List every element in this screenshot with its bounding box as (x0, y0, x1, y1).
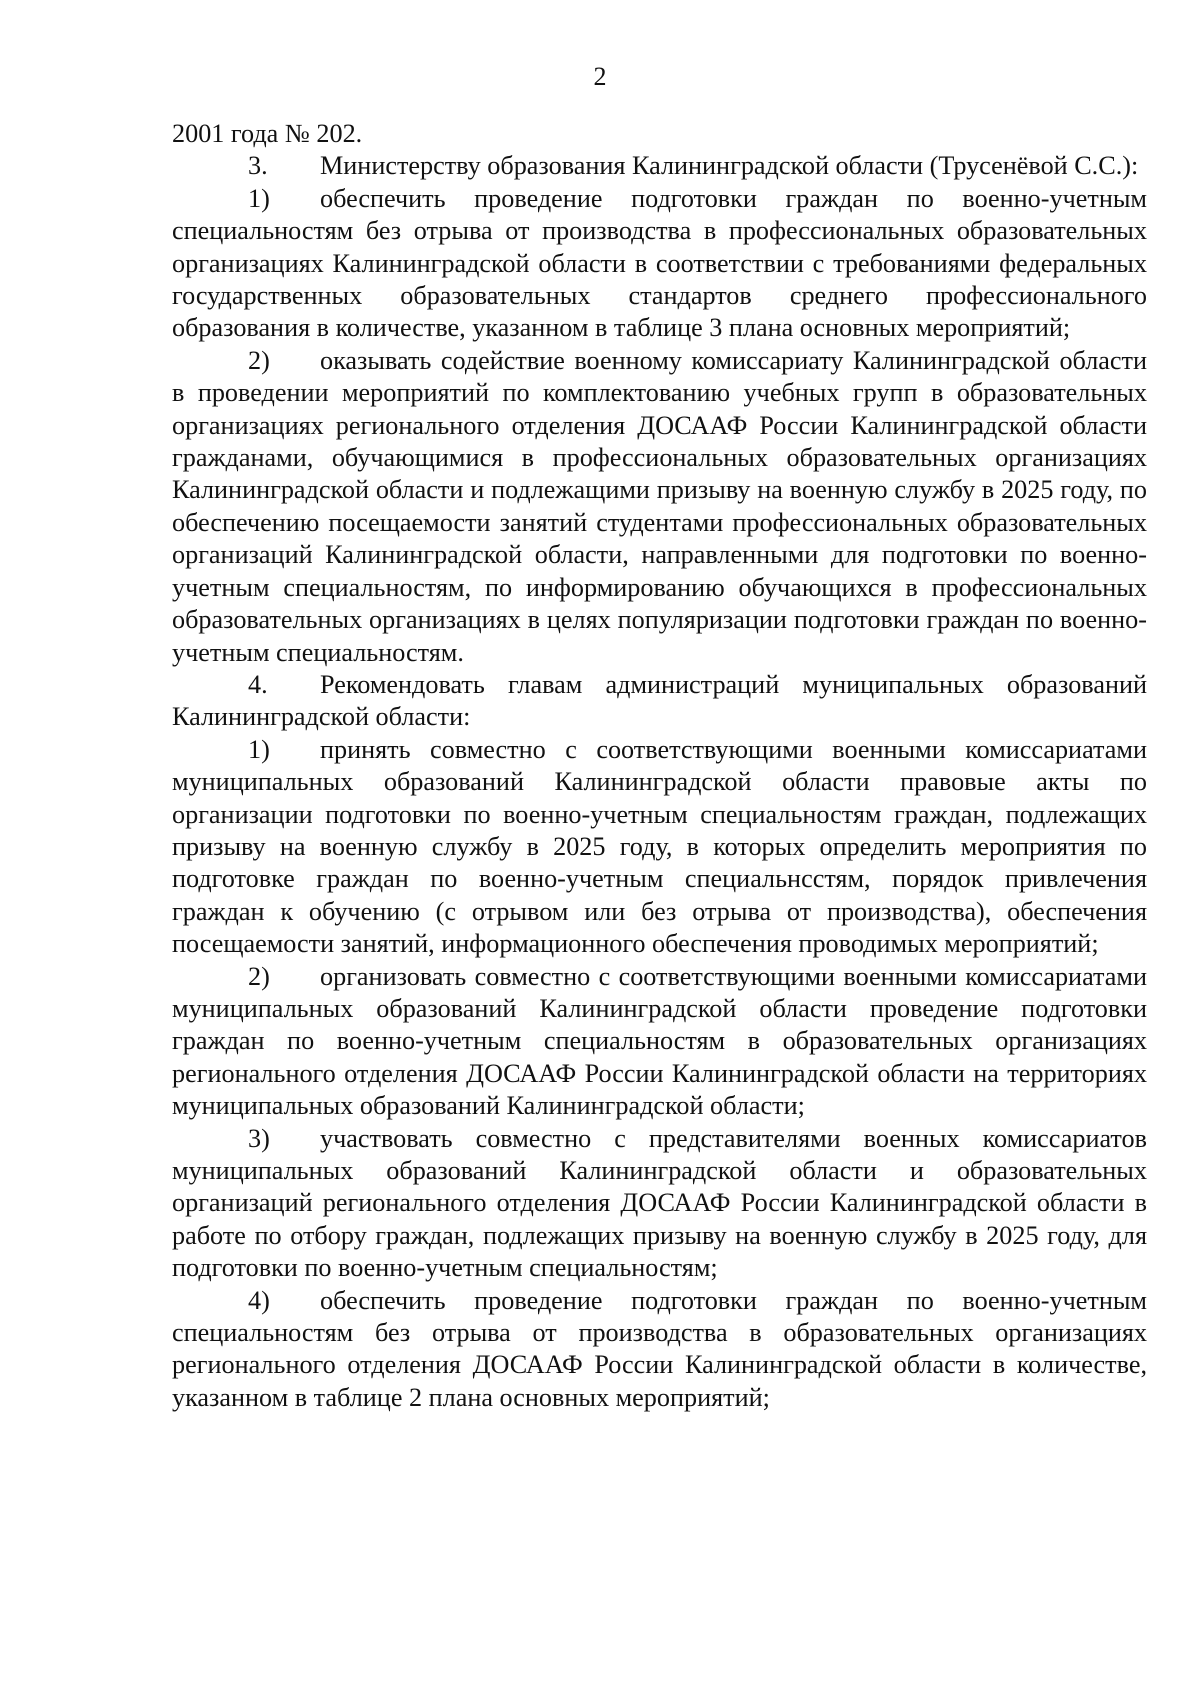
paragraph-text: 2001 года № 202. (172, 119, 363, 148)
document-body (172, 118, 1147, 1414)
paragraph-item-4-3 (172, 1123, 1147, 1285)
paragraph-item-3 (172, 150, 1147, 182)
paragraph-item-3-2 (172, 345, 1147, 669)
page-number: 2 (593, 62, 607, 91)
paragraph-number: 2) (248, 345, 270, 375)
paragraph-item-4-1 (172, 734, 1147, 961)
paragraph-item-3-1 (172, 183, 1147, 345)
paragraph-number: 4) (248, 1285, 270, 1315)
paragraph-text: Министерству образования Калининградской области (Трусенёвой С.С.): (320, 151, 1139, 181)
paragraph-number: 3) (248, 1123, 270, 1153)
paragraph-continuation (172, 118, 1147, 150)
paragraph-number: 4. (248, 669, 268, 699)
paragraph-text: организовать совместно с соответствующими военными комиссариатами муниципальных образований Калининградской области проведение подготовки граждан по военно-учетным специальностям в образовательных организациях регионального отделения ДОСААФ России Калининградской области на территориях муниципальных образований Калининградской области; (172, 961, 1147, 1121)
paragraph-number: 1) (248, 183, 270, 213)
paragraph-text: Рекомендовать главам администраций муниципальных образований Калининградской области: (172, 669, 1147, 732)
paragraph-text: обеспечить проведение подготовки граждан по военно-учетным специальностям без отрыва от производства в профессиональных образовательных организациях Калининградской области в соответствии с требованиями федеральных государственных образовательных стандартов среднего профессионального образования в количестве, указанном в таблице 3 плана основных мероприятий; (172, 183, 1147, 343)
paragraph-text: оказывать содействие военному комиссариату Калининградской области в проведении мероприятий по комплектованию учебных групп в образовательных организациях регионального отделения ДОСААФ России Калининградской области гражданами, обучающимися в профессиональных образовательных организациях Калининградской области и подлежащими призыву на военную службу в 2025 году, по обеспечению посещаемости занятий студентами профессиональных образовательных организаций Калининградской области, направленными для подготовки по военно-учетным специальностям, по информированию обучающихся в профессиональных образовательных организациях в целях популяризации подготовки граждан по военно-учетным специальностям. (172, 345, 1147, 667)
paragraph-number: 2) (248, 961, 270, 991)
paragraph-number: 3. (248, 151, 268, 181)
paragraph-number: 1) (248, 734, 270, 764)
paragraph-item-4-2 (172, 961, 1147, 1123)
paragraph-text: принять совместно с соответствующими военными комиссариатами муниципальных образований Калининградской области правовые акты по организации подготовки по военно-учетным специальностям граждан, подлежащих призыву на военную службу в 2025 году, в которых определить мероприятия по подготовке граждан по военно-учетным специальнсстям, порядок привлечения граждан к обучению (с отрывом или без отрыва от производства), обеспечения посещаемости занятий, информационного обеспечения проводимых мероприятий; (172, 734, 1147, 959)
paragraph-item-4-4 (172, 1285, 1147, 1415)
paragraph-text: участвовать совместно с представителями военных комиссариатов муниципальных образований Калининградской области и образовательных организаций регионального отделения ДОСААФ России Калининградской области в работе по отбору граждан, подлежащих призыву на военную службу в 2025 году, для подготовки по военно-учетным специальностям; (172, 1123, 1147, 1283)
paragraph-text: обеспечить проведение подготовки граждан по военно-учетным специальностям без отрыва от производства в образовательных организациях регионального отделения ДОСААФ России Калининградской области в количестве, указанном в таблице 2 плана основных мероприятий; (172, 1285, 1147, 1412)
paragraph-item-4 (172, 669, 1147, 734)
